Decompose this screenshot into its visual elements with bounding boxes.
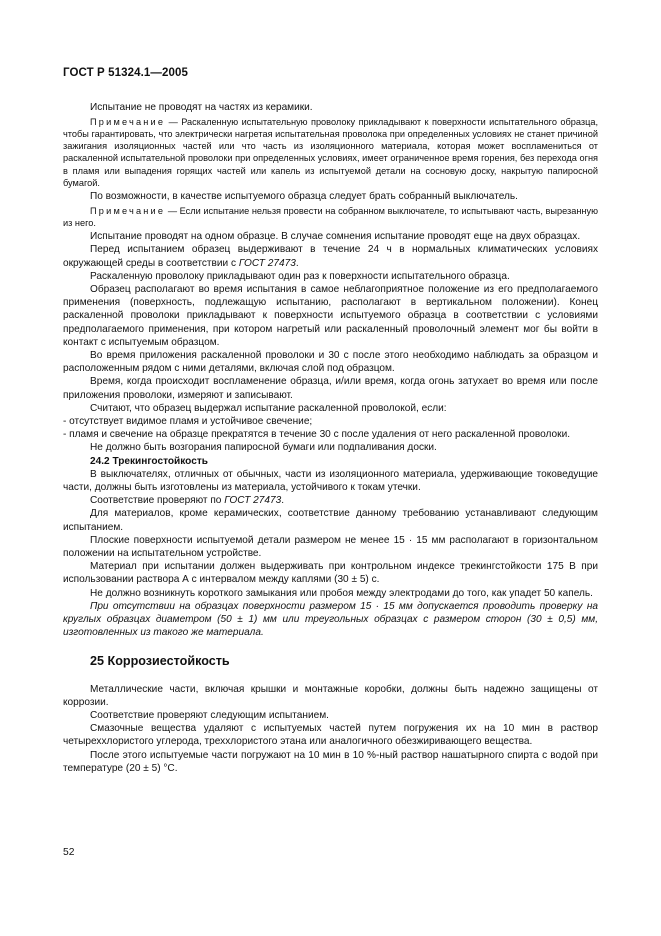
- italic-paragraph: При отсутствии на образцах поверхности размером 15 · 15 мм допускается проводить проверку на круглых образцах диаметром (50 ± 1) мм или треугольных образцах с размером сторон (30 ± 0,5) мм, изготовленных из такого же материала.: [63, 600, 598, 639]
- paragraph: Не должно возникнуть короткого замыкания или пробоя между электродами до того, как упадет 50 капель.: [90, 587, 593, 599]
- page-number: 52: [63, 847, 75, 858]
- text-run: .: [295, 257, 299, 269]
- paragraph: По возможности, в качестве испытуемого образца следует брать собранный выключатель.: [90, 190, 518, 202]
- list-item: - пламя и свечение на образце прекратятся в течение 30 с после удаления от него раскаленной проволоки.: [63, 429, 571, 441]
- subsection-title: 24.2 Трекингостойкость: [90, 455, 208, 467]
- paragraph: После этого испытуемые части погружают на 10 мин в 10 %-ный раствор нашатырного спирта с водой при температуре (20 ± 5) °С.: [63, 749, 598, 774]
- document-code: ГОСТ Р 51324.1—2005: [63, 67, 188, 79]
- paragraph: Образец располагают во время испытания в самое неблагоприятное положение из его предполагаемого применения (поверхность, подлежащую испытанию, располагают в вертикальном положении). Конец раскаленной проволоки прикладывают к поверхности испытуемого образца в соответствии с условиями предполагаемого применения, при котором нагретый или раскаленный проволочный элемент мог бы войти в контакт с испытуемым образцом.: [63, 283, 598, 348]
- paragraph: Время, когда происходит воспламенение образца, и/или время, когда огонь затухает во время или после приложения проволоки, измеряют и записывают.: [63, 376, 598, 401]
- standard-reference: ГОСТ 27473: [238, 257, 296, 269]
- paragraph: Считают, что образец выдержал испытание раскаленной проволокой, если:: [90, 402, 447, 414]
- note: [63, 116, 598, 189]
- paragraph: [63, 243, 598, 269]
- paragraph: Во время приложения раскаленной проволоки и 30 с после этого необходимо наблюдать за образцом и расположенным рядом с ними деталями, включая слой под образцом.: [63, 349, 598, 375]
- paragraph: Для материалов, кроме керамических, соответствие данному требованию устанавливают следующим испытанием.: [63, 508, 598, 533]
- paragraph: [63, 494, 598, 507]
- note-label: Примечание: [90, 117, 166, 128]
- section-title: 25 Коррозиестойкость: [90, 654, 230, 669]
- paragraph: Испытание проводят на одном образце. В случае сомнения испытание проводят еще на двух образцах.: [90, 231, 581, 243]
- paragraph: Не должно быть возгорания папиросной бумаги или подпаливания доски.: [90, 442, 437, 454]
- paragraph: Раскаленную проволоку прикладывают один раз к поверхности испытательного образца.: [90, 270, 510, 282]
- text-run: Перед испытанием образец выдерживают в течение 24 ч в нормальных климатических условиях окружающей среды в соответствии с: [63, 244, 598, 269]
- paragraph: Смазочные вещества удаляют с испытуемых частей путем погружения их на 10 мин в раствор четыреххлористого углерода, трехxлористого этана или аналогичного обезжиривающего вещества.: [63, 723, 598, 748]
- text-run: .: [281, 495, 285, 507]
- paragraph: Металлические части, включая крышки и монтажные коробки, должны быть надежно защищены от коррозии.: [63, 683, 598, 708]
- paragraph: Материал при испытании должен выдерживать при контрольном индексе трекингстойкости 175 В при использовании раствора А с интервалом между каплями (30 ± 5) с.: [63, 561, 598, 586]
- note-text: — Если испытание нельзя провести на собранном выключателе, то испытывают часть, вырезанную из него.: [63, 205, 598, 229]
- paragraph: В выключателях, отличных от обычных, части из изоляционного материала, удерживающие токоведущие части, должны быть изготовлены из материала, устойчивого к токам утечки.: [63, 468, 598, 494]
- document-body: [63, 101, 598, 775]
- standard-reference: ГОСТ 27473: [224, 495, 282, 507]
- note-text: — Раскаленную испытательную проволоку прикладывают к поверхности испытательного образца, чтобы гарантировать, что электрически нагретая испытательная проволока при определенных условиях не станет причиной зажигания изоляционных частей или что часть из изоляционного материала, которая может воспламениться от раскаленной испытательной проволоки при определенных условиях, имеет ограниченное время горения, без перехода огня в пламя или выпадения горящих частей или капель из испытуемой детали на сосновую доску, накрытую папиросной бумагой.: [63, 117, 598, 188]
- list-item: - отсутствует видимое пламя и устойчивое свечение;: [63, 416, 313, 427]
- paragraph: Соответствие проверяют следующим испытанием.: [90, 710, 329, 722]
- note: [63, 205, 598, 229]
- text-run: Соответствие проверяют по: [90, 495, 225, 507]
- note-label: Примечание: [90, 205, 166, 216]
- paragraph: Плоские поверхности испытуемой детали размером не менее 15 · 15 мм располагают в горизонтальном положении на испытательном устройстве.: [63, 534, 598, 560]
- paragraph: Испытание не проводят на частях из керамики.: [90, 102, 313, 113]
